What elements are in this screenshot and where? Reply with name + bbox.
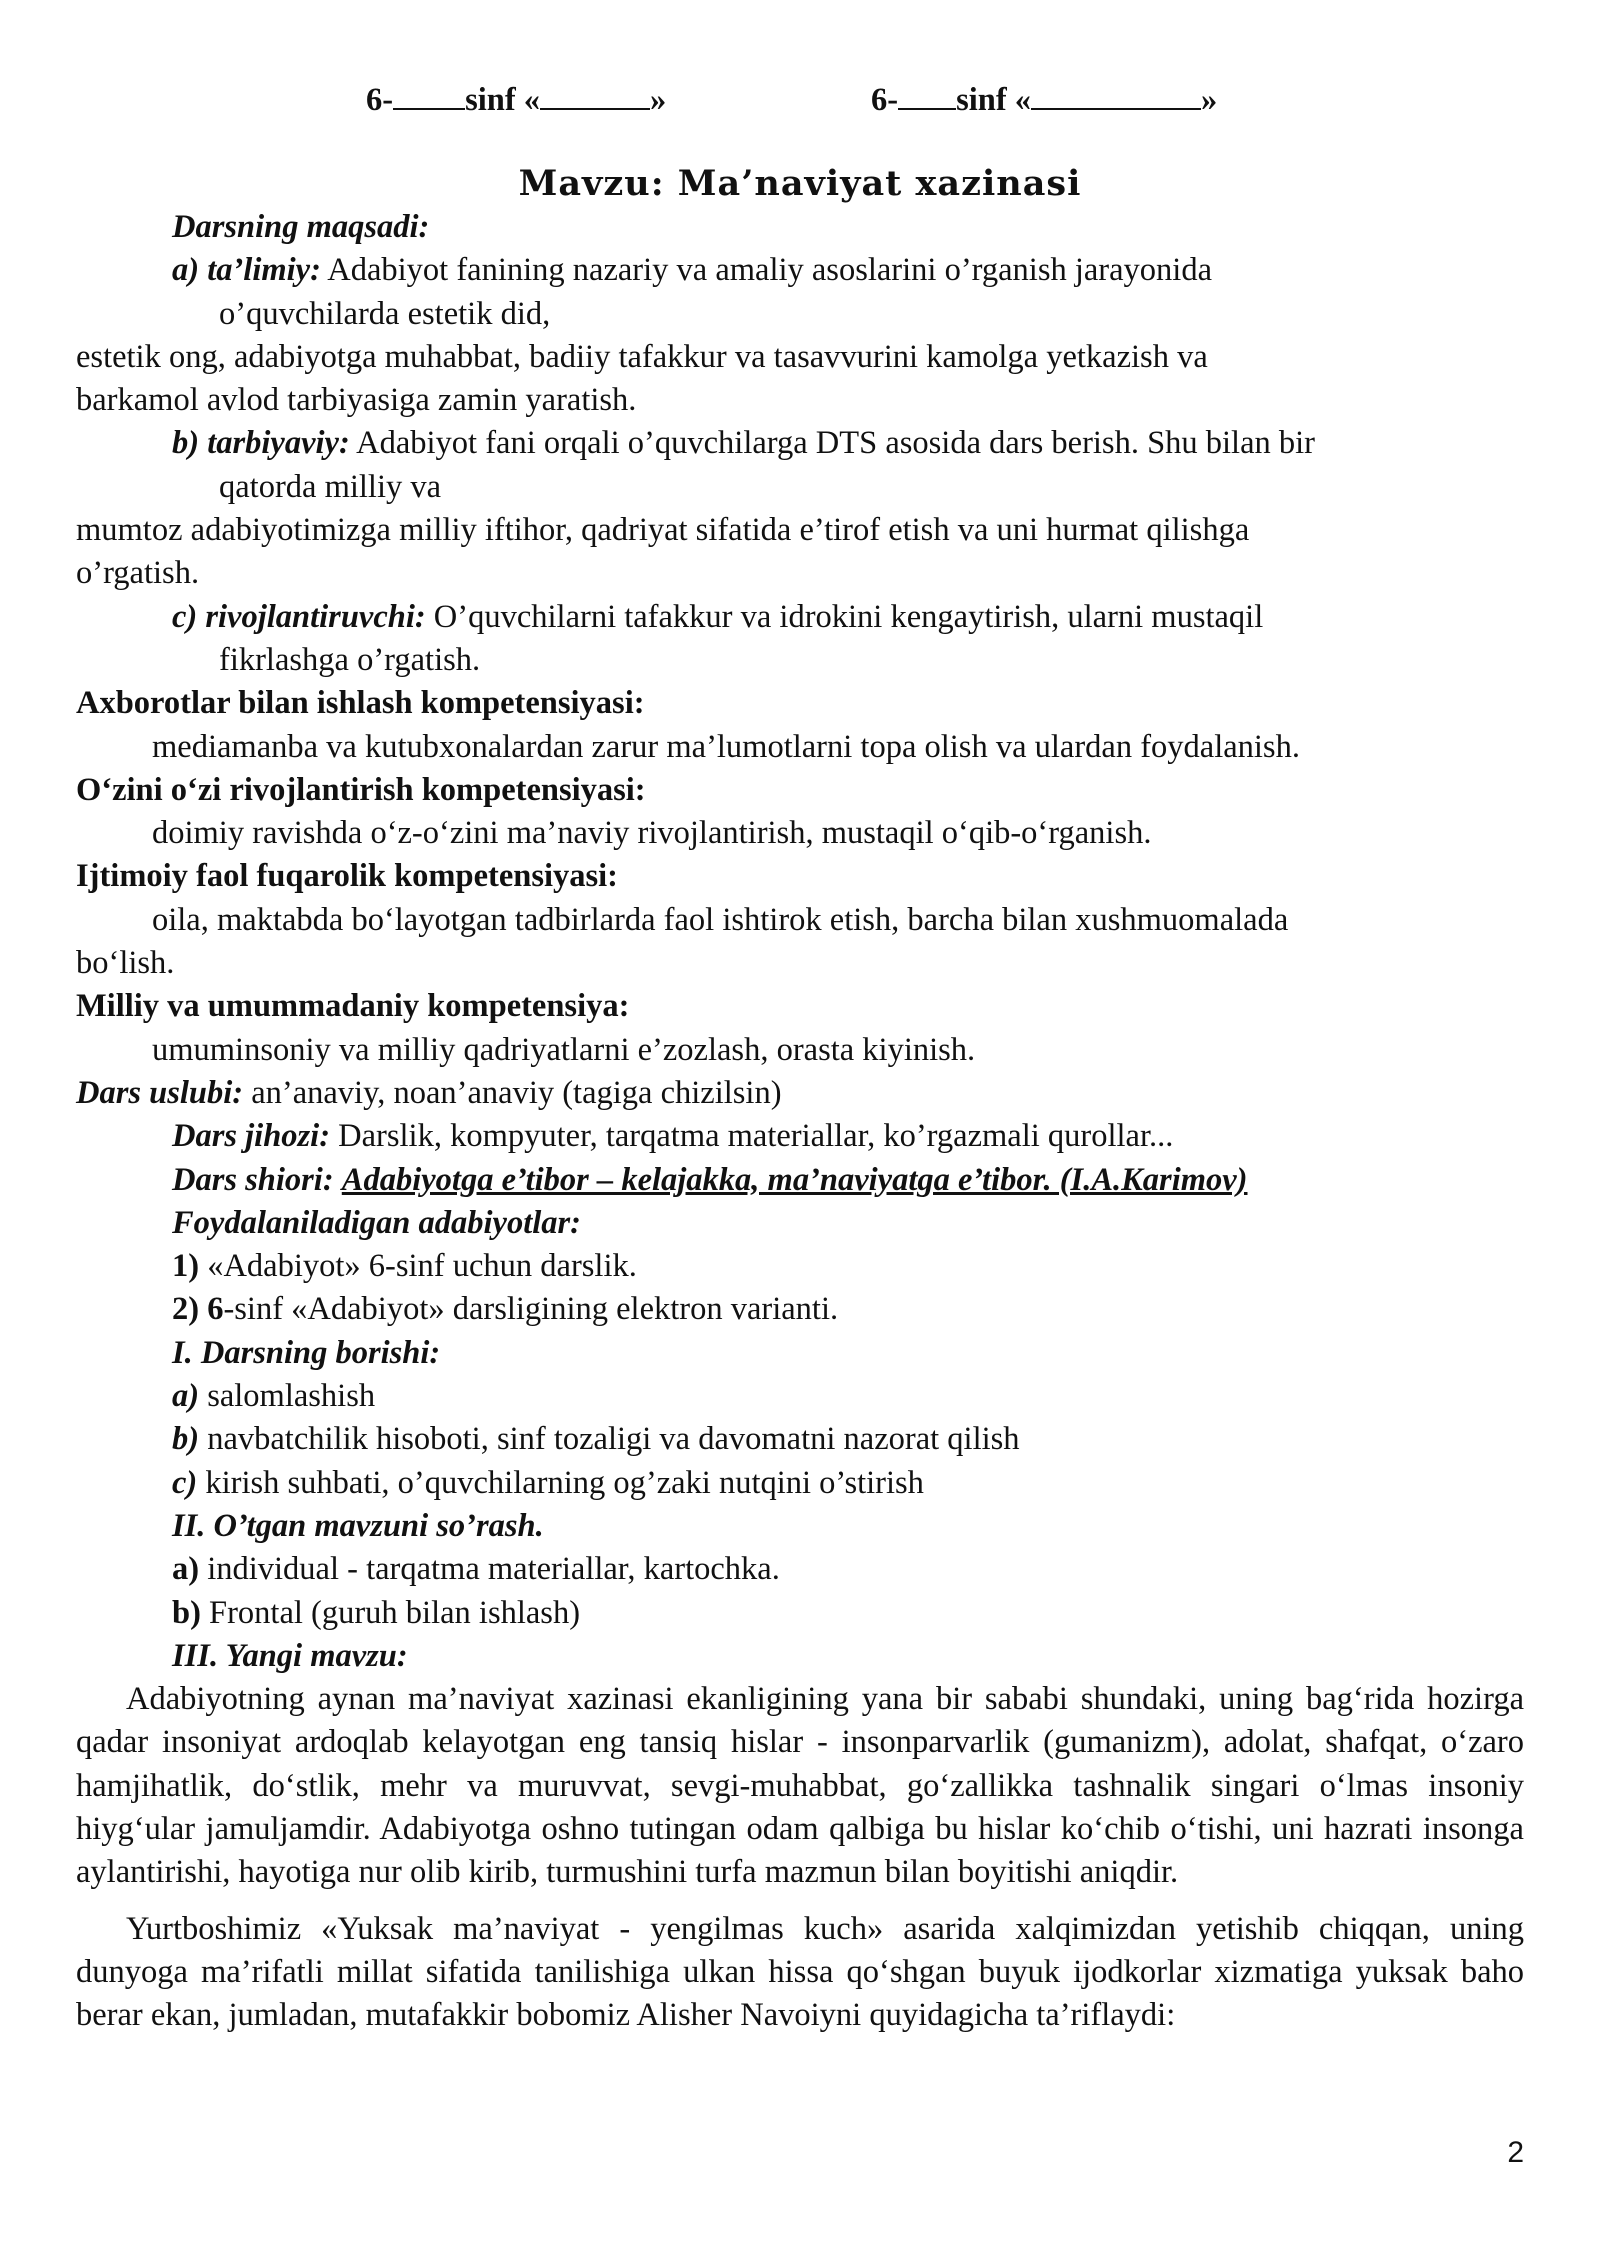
class-field-right: 6- sinf « » <box>871 78 1217 122</box>
literature-heading: Foydalaniladigan adabiyotlar: <box>172 1204 581 1241</box>
review-heading: II. O’tgan mavzuni so’rash. <box>172 1507 544 1544</box>
blank-line <box>1031 78 1201 110</box>
competency-heading: Ijtimoiy faol fuqarolik kompetensiyasi: <box>76 858 618 895</box>
class-field-left: 6- sinf « » <box>366 78 666 122</box>
goal-a-continuation: o’quvchilarda estetik did, <box>219 295 551 332</box>
procedure-item: b) navbatchilik hisoboti, sinf tozaligi va davomatni nazorat qilish <box>172 1421 1020 1458</box>
competency-text: oila, maktabda bo‘layotgan tadbirlarda faol ishtirok etish, barcha bilan xushmuomalada <box>152 901 1289 938</box>
lesson-equipment: Dars jihozi: Darslik, kompyuter, tarqatma materiallar, ko’rgazmali qurollar... <box>172 1118 1174 1155</box>
procedure-item: a) salomlashish <box>172 1378 376 1415</box>
competency-heading: Milliy va umummadaniy kompetensiya: <box>76 988 630 1025</box>
lesson-motto: Dars shiori: Adabiyotga e’tibor – kelajakka, ma’naviyatga e’tibor. (I.A.Karimov) <box>172 1161 1248 1198</box>
review-item: b) Frontal (guruh bilan ishlash) <box>172 1594 581 1631</box>
body-paragraph: Yurtboshimiz «Yuksak ma’naviyat - yengilmas kuch» asarida xalqimizdan yetishib chiqqan, uning dunyoga ma’rifatli millat sifatida tanilishiga ulkan hissa qo‘shgan buyuk ijodkorlar xizmatiga yuksak baho berar ekan, jumladan, mutafakkir bobomiz Alisher Navoiyni quyidagicha ta’riflaydi: <box>76 1910 1524 2034</box>
competency-heading: Axborotlar bilan ishlash kompetensiyasi: <box>76 685 645 722</box>
goal-c-line: c) rivojlantiruvchi: O’quvchilarni tafakkur va idrokini kengaytirish, ularni mustaqil <box>172 598 1264 635</box>
page-content <box>76 78 1524 2037</box>
procedure-heading: I. Darsning borishi: <box>172 1334 441 1371</box>
literature-item: 1) «Adabiyot» 6-sinf uchun darslik. <box>172 1248 637 1285</box>
competency-text: mediamanba va kutubxonalardan zarur ma’lumotlarni topa olish va ulardan foydalanish. <box>152 728 1300 765</box>
competency-text: doimiy ravishda o‘z-o‘zini ma’naviy rivojlantirish, mustaqil o‘qib-o‘rganish. <box>152 815 1152 852</box>
goal-a-text: estetik ong, adabiyotga muhabbat, badiiy tafakkur va tasavvurini kamolga yetkazish va <box>76 338 1208 375</box>
class-header <box>76 78 1524 122</box>
literature-item: 2) 6-sinf «Adabiyot» darsligining elektron varianti. <box>172 1291 839 1328</box>
goal-c-continuation: fikrlashga o’rgatish. <box>219 641 481 678</box>
goal-b-text: mumtoz adabiyotimizga milliy iftihor, qadriyat sifatida e’tirof etish va uni hurmat qilishga <box>76 512 1250 549</box>
goal-b-continuation: qatorda milliy va <box>219 468 442 505</box>
procedure-item: c) kirish suhbati, o’quvchilarning og’zaki nutqini o’stirish <box>172 1464 924 1501</box>
blank-line <box>540 78 650 110</box>
blank-line <box>898 78 956 110</box>
goal-a-line: a) ta’limiy: Adabiyot fanining nazariy va amaliy asoslarini o’rganish jarayonida <box>172 252 1213 289</box>
lesson-style: Dars uslubi: an’anaviy, noan’anaviy (tagiga chizilsin) <box>76 1074 782 1111</box>
goal-b-line: b) tarbiyaviy: Adabiyot fani orqali o’quvchilarga DTS asosida dars berish. Shu bilan bir <box>172 425 1315 462</box>
competency-heading: O‘zini o‘zi rivojlantirish kompetensiyasi: <box>76 771 646 808</box>
body-paragraph: Adabiyotning aynan ma’naviyat xazinasi ekanligining yana bir sababi shundaki, uning bag‘rida hozirga qadar insoniyat ardoqlab kelayotgan eng tansiq hislar - insonparvarlik (gumanizm), adolat, shafqat, o‘zaro hamjihatlik, do‘stlik, mehr va muruvvat, sevgi-muhabbat, go‘zallikka tashnalik singari o‘lmas insoniy hiyg‘ular jamuljamdir. Adabiyotga oshno tutingan odam qalbiga bu hislar ko‘chib o‘tishi, uni hazrati insonga aylantirishi, hayotiga nur olib kirib, turmushini turfa mazmun bilan boyitishi aniqdir. <box>76 1681 1524 1891</box>
goal-a-text: barkamol avlod tarbiyasiga zamin yaratish. <box>76 382 637 419</box>
goals-heading: Darsning maqsadi: <box>172 209 430 245</box>
page-number: 2 <box>1507 2136 1524 2169</box>
goal-b-text: o’rgatish. <box>76 555 200 592</box>
review-item: a) individual - tarqatma materiallar, kartochka. <box>172 1551 780 1588</box>
competency-text: umuminsoniy va milliy qadriyatlarni e’zozlash, orasta kiyinish. <box>152 1031 976 1068</box>
page-title: Mavzu: Ma’naviyat xazinasi <box>518 163 1082 204</box>
new-topic-heading: III. Yangi mavzu: <box>172 1637 408 1674</box>
blank-line <box>393 78 465 110</box>
competency-text: bo‘lish. <box>76 945 175 982</box>
